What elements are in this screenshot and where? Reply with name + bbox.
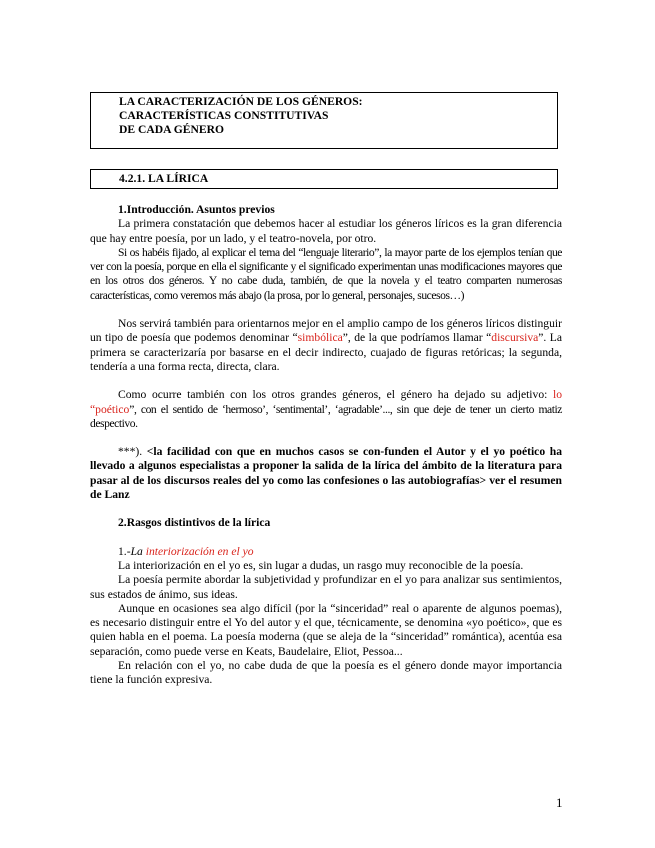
title-line-2: CARACTERÍSTICAS CONSTITUTIVAS xyxy=(119,109,329,122)
section-title-box xyxy=(90,169,558,189)
note-bold-text: <la facilidad con que en muchos casos se con-funden el Autor y el yo poético ha llevado a algunos especialistas a proponer la salida de la lírica del ámbito de la literatura para pasar al de los discursos reales del yo como las confesiones o las autobiografías> ver el resumen de Lanz xyxy=(90,445,562,502)
intro-paragraph-1: La primera constatación que debemos hacer al estudiar los géneros líricos es la gran diferencia que hay entre poesía, por un lado, y el teatro-novela, por otro. xyxy=(90,217,562,245)
feature-paragraph-2: La poesía permite abordar la subjetividad y profundizar en el yo para analizar sus sentimientos, sus estados de ánimo, sus ideas. xyxy=(90,573,562,601)
highlight-discursiva: discursiva xyxy=(491,331,539,345)
title-line-1: LA CARACTERIZACIÓN DE LOS GÉNEROS: xyxy=(119,95,363,108)
intro-paragraph-3: Nos servirá también para orientarnos mejor en el amplio campo de los géneros líricos distinguir un tipo de poesía que podemos denominar “simbólica”, de la que podríamos llamar “discursiva”. La primera se caracterizaría por basarse en el decir indirecto, cuajado de figuras retóricas; la segunda, tendería a una forma recta, directa, clara. xyxy=(90,317,563,373)
intro-paragraph-4: Como ocurre también con los otros grandes géneros, el género ha dejado su adjetivo: lo “poético”, con el sentido de ‘hermoso’, ‘sentimental’, ‘agradable’..., sin que deje de tener un cierto matiz despectivo. xyxy=(90,388,562,430)
intro-paragraph-2: Si os habéis fijado, al explicar el tema del “lenguaje literario”, la mayor parte de los ejemplos tenían que ver con la poesía, porque en ella el significante y el significado experimentan unas modificaciones mayores que en los otros dos géneros. Y no cabe duda, también, de que la novela y el teatro comparten numerosas características, como veremos más abajo (la prosa, por lo general, personajes, sucesos…) xyxy=(90,245,562,302)
intro-note-paragraph: ***). <la facilidad con que en muchos casos se con-funden el Autor y el yo poético ha llevado a algunos especialistas a proponer la salida de la lírica del ámbito de la literatura para pasar al de los discursos reales del yo como las confesiones o las autobiografías> ver el resumen de Lanz xyxy=(90,445,562,502)
highlight-interiorizacion: interiorización en el yo xyxy=(145,544,254,558)
intro-heading: 1.Introducción. Asuntos previos xyxy=(118,203,275,216)
feature-item-title: 1.-La interiorización en el yo xyxy=(118,544,254,558)
feature-paragraph-4: En relación con el yo, no cabe duda de que la poesía es el género donde mayor importancia tiene la función expresiva. xyxy=(90,659,562,687)
feature-paragraph-3: Aunque en ocasiones sea algo difícil (por la “sinceridad” real o aparente de algunos poemas), es necesario distinguir entre el Yo del autor y el que, técnicamente, se denomina «yo poético», que es quien habla en el poema. La poesía moderna (que se aleja de la “sinceridad” romántica), acentúa esa separación, como puede verse en Keats, Baudelaire, Eliot, Pessoa... xyxy=(90,601,562,658)
document-body xyxy=(90,203,562,688)
section-title: 4.2.1. LA LÍRICA xyxy=(119,172,209,185)
feature-paragraph-1: La interiorización en el yo es, sin lugar a dudas, un rasgo muy reconocible de la poesía. xyxy=(118,558,524,572)
highlight-simbolica: simbólica xyxy=(297,331,343,345)
features-heading: 2.Rasgos distintivos de la lírica xyxy=(118,516,271,530)
title-line-3: DE CADA GÉNERO xyxy=(119,123,225,136)
page-number: 1 xyxy=(556,795,563,810)
chapter-title-box xyxy=(90,92,558,149)
highlight-poetico: lo “poético xyxy=(90,388,562,416)
